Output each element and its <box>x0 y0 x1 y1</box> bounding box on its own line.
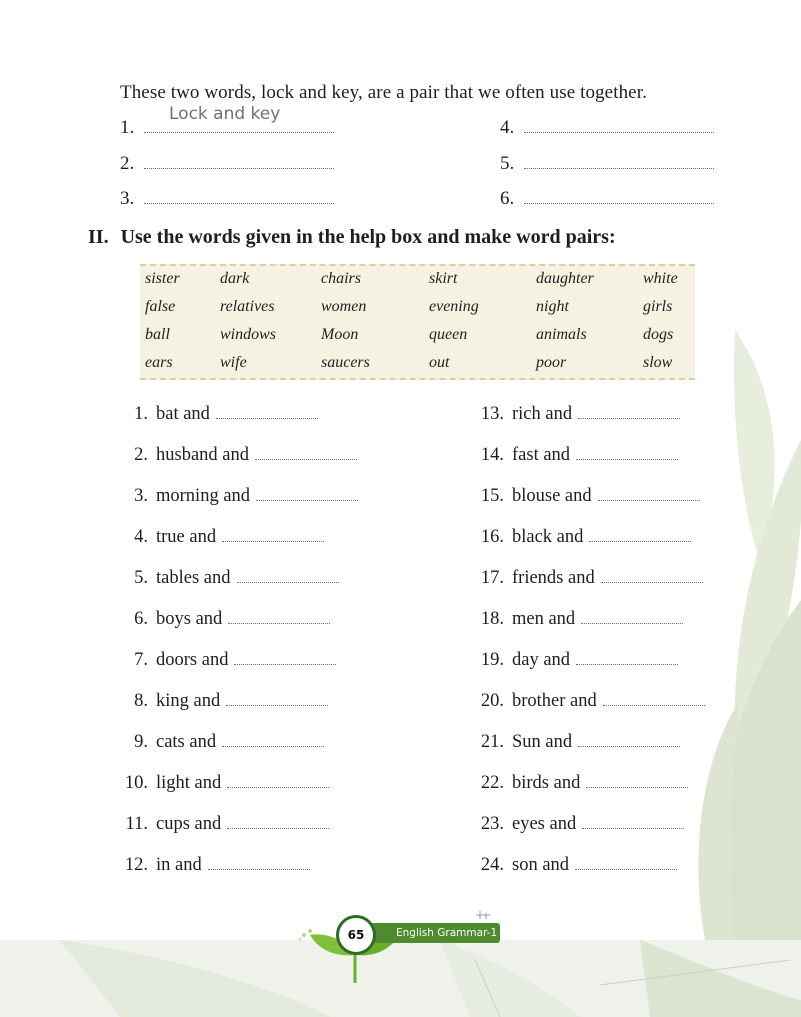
item-prompt: doors and <box>156 650 229 670</box>
item-number: 14. <box>480 445 504 465</box>
answer-blank[interactable] <box>578 408 680 419</box>
item-number: 8. <box>134 691 148 711</box>
exercise-item-21 <box>474 732 680 753</box>
answer-blank[interactable] <box>216 408 318 419</box>
exercise-item-3 <box>118 486 358 507</box>
exercise-item-4 <box>118 527 324 548</box>
item-prompt: son and <box>512 855 570 875</box>
exercise-item-19 <box>474 650 678 671</box>
ex1-line-4[interactable] <box>500 117 714 139</box>
section-instruction: Use the words given in the help box and make word pairs: <box>120 226 616 248</box>
item-prompt: in and <box>156 855 202 875</box>
answer-blank[interactable] <box>578 736 680 747</box>
answer-blank[interactable] <box>598 490 700 501</box>
item-prompt: king and <box>156 691 221 711</box>
answer-blank[interactable] <box>255 449 357 460</box>
answer-blank[interactable] <box>586 777 688 788</box>
item-prompt: morning and <box>156 486 251 506</box>
help-word: skirt <box>429 270 458 287</box>
ex1-line-3[interactable] <box>120 188 334 210</box>
help-word: animals <box>536 326 587 343</box>
help-word: wife <box>220 354 247 371</box>
help-word: night <box>536 298 569 315</box>
exercise-item-2 <box>118 445 357 466</box>
answer-blank[interactable] <box>576 449 678 460</box>
answer-blank[interactable] <box>237 572 339 583</box>
ex1-number: 2. <box>120 153 135 174</box>
sprout-leaf-icon <box>290 905 510 995</box>
answer-blank[interactable] <box>222 531 324 542</box>
help-word: false <box>145 298 176 315</box>
item-number: 11. <box>125 814 148 834</box>
item-prompt: birds and <box>512 773 581 793</box>
section-heading <box>88 226 616 249</box>
answer-blank[interactable] <box>524 118 714 133</box>
item-prompt: tables and <box>156 568 231 588</box>
answer-blank[interactable] <box>524 154 714 169</box>
item-number: 24. <box>480 855 504 875</box>
answer-blank[interactable] <box>144 104 334 133</box>
exercise-item-6 <box>118 609 330 630</box>
item-prompt: fast and <box>512 445 571 465</box>
item-prompt: true and <box>156 527 217 547</box>
help-word: relatives <box>220 298 275 315</box>
help-word: dark <box>220 270 250 287</box>
item-number: 10. <box>124 773 148 793</box>
exercise-item-9 <box>118 732 324 753</box>
exercise-item-23 <box>474 814 684 835</box>
exercise-item-12 <box>118 855 310 876</box>
answer-blank[interactable] <box>222 736 324 747</box>
answer-blank[interactable] <box>144 154 334 169</box>
item-number: 4. <box>134 527 148 547</box>
item-prompt: day and <box>512 650 571 670</box>
answer-blank[interactable] <box>226 695 328 706</box>
book-title: English Grammar-1 <box>396 927 498 939</box>
help-word: slow <box>643 354 673 371</box>
help-word: windows <box>220 326 277 343</box>
help-word: women <box>321 298 367 315</box>
answer-blank[interactable] <box>208 859 310 870</box>
ex1-number: 1. <box>120 117 135 138</box>
help-word: ears <box>145 354 173 371</box>
item-number: 12. <box>124 855 148 875</box>
ex1-line-5[interactable] <box>500 153 714 175</box>
answer-blank[interactable] <box>234 654 336 665</box>
item-number: 16. <box>480 527 504 547</box>
page-number-badge <box>336 915 376 955</box>
answer-blank[interactable] <box>582 818 684 829</box>
answer-blank[interactable] <box>581 613 683 624</box>
item-prompt: cups and <box>156 814 222 834</box>
ex1-number: 5. <box>500 153 515 174</box>
item-number: 2. <box>134 445 148 465</box>
handwritten-answer: Lock and key <box>169 104 281 124</box>
answer-blank[interactable] <box>227 818 329 829</box>
help-word: dogs <box>643 326 674 343</box>
item-number: 7. <box>134 650 148 670</box>
exercise-item-11 <box>118 814 329 835</box>
item-prompt: blouse and <box>512 486 592 506</box>
ex1-number: 4. <box>500 117 515 138</box>
exercise-item-20 <box>474 691 705 712</box>
help-word: white <box>643 270 678 287</box>
item-number: 13. <box>480 404 504 424</box>
help-word: girls <box>643 298 673 315</box>
exercise-item-24 <box>474 855 677 876</box>
answer-blank[interactable] <box>144 189 334 204</box>
answer-blank[interactable] <box>601 572 703 583</box>
item-number: 17. <box>480 568 504 588</box>
ex1-number: 6. <box>500 188 515 209</box>
answer-blank[interactable] <box>228 613 330 624</box>
answer-blank[interactable] <box>524 189 714 204</box>
item-number: 9. <box>134 732 148 752</box>
intro-text: These two words, lock and key, are a pair that we often use together. <box>120 82 647 103</box>
item-number: 15. <box>480 486 504 506</box>
item-number: 1. <box>134 404 148 424</box>
exercise-item-10 <box>118 773 329 794</box>
exercise-item-5 <box>118 568 339 589</box>
ex1-line-1[interactable] <box>120 104 334 139</box>
answer-blank[interactable] <box>589 531 691 542</box>
exercise-item-17 <box>474 568 703 589</box>
item-prompt: eyes and <box>512 814 577 834</box>
help-word: poor <box>536 354 567 371</box>
exercise-item-1 <box>118 404 318 425</box>
help-word: saucers <box>321 354 370 371</box>
section-number: II. <box>88 226 109 248</box>
help-word: out <box>429 354 450 371</box>
page-footer <box>290 905 510 995</box>
item-number: 6. <box>134 609 148 629</box>
exercise-item-14 <box>474 445 678 466</box>
item-number: 19. <box>480 650 504 670</box>
answer-blank[interactable] <box>256 490 358 501</box>
page-number: 65 <box>347 928 365 942</box>
item-number: 23. <box>480 814 504 834</box>
item-prompt: friends and <box>512 568 595 588</box>
help-word: Moon <box>321 326 359 343</box>
ex1-line-2[interactable] <box>120 153 334 175</box>
answer-blank[interactable] <box>227 777 329 788</box>
item-prompt: brother and <box>512 691 597 711</box>
help-word: ball <box>145 326 170 343</box>
item-number: 20. <box>480 691 504 711</box>
exercise-item-7 <box>118 650 336 671</box>
ex1-line-6[interactable] <box>500 188 714 210</box>
exercise-item-22 <box>474 773 688 794</box>
item-number: 21. <box>480 732 504 752</box>
item-prompt: boys and <box>156 609 223 629</box>
item-prompt: husband and <box>156 445 249 465</box>
item-prompt: light and <box>156 773 222 793</box>
exercise-item-13 <box>474 404 680 425</box>
help-word: chairs <box>321 270 361 287</box>
exercise-item-8 <box>118 691 328 712</box>
item-prompt: Sun and <box>512 732 573 752</box>
item-number: 5. <box>134 568 148 588</box>
help-word: daughter <box>536 270 594 287</box>
item-number: 18. <box>480 609 504 629</box>
help-word: evening <box>429 298 479 315</box>
item-prompt: black and <box>512 527 584 547</box>
exercise-item-18 <box>474 609 683 630</box>
item-prompt: bat and <box>156 404 210 424</box>
answer-blank[interactable] <box>603 695 705 706</box>
item-prompt: rich and <box>512 404 573 424</box>
help-word: sister <box>145 270 180 287</box>
exercise-item-16 <box>474 527 691 548</box>
exercise-item-15 <box>474 486 700 507</box>
item-prompt: cats and <box>156 732 217 752</box>
answer-blank[interactable] <box>576 654 678 665</box>
item-number: 22. <box>480 773 504 793</box>
item-number: 3. <box>134 486 148 506</box>
item-prompt: men and <box>512 609 576 629</box>
help-box <box>140 264 695 380</box>
help-word: queen <box>429 326 468 343</box>
answer-blank[interactable] <box>575 859 677 870</box>
ex1-number: 3. <box>120 188 135 209</box>
